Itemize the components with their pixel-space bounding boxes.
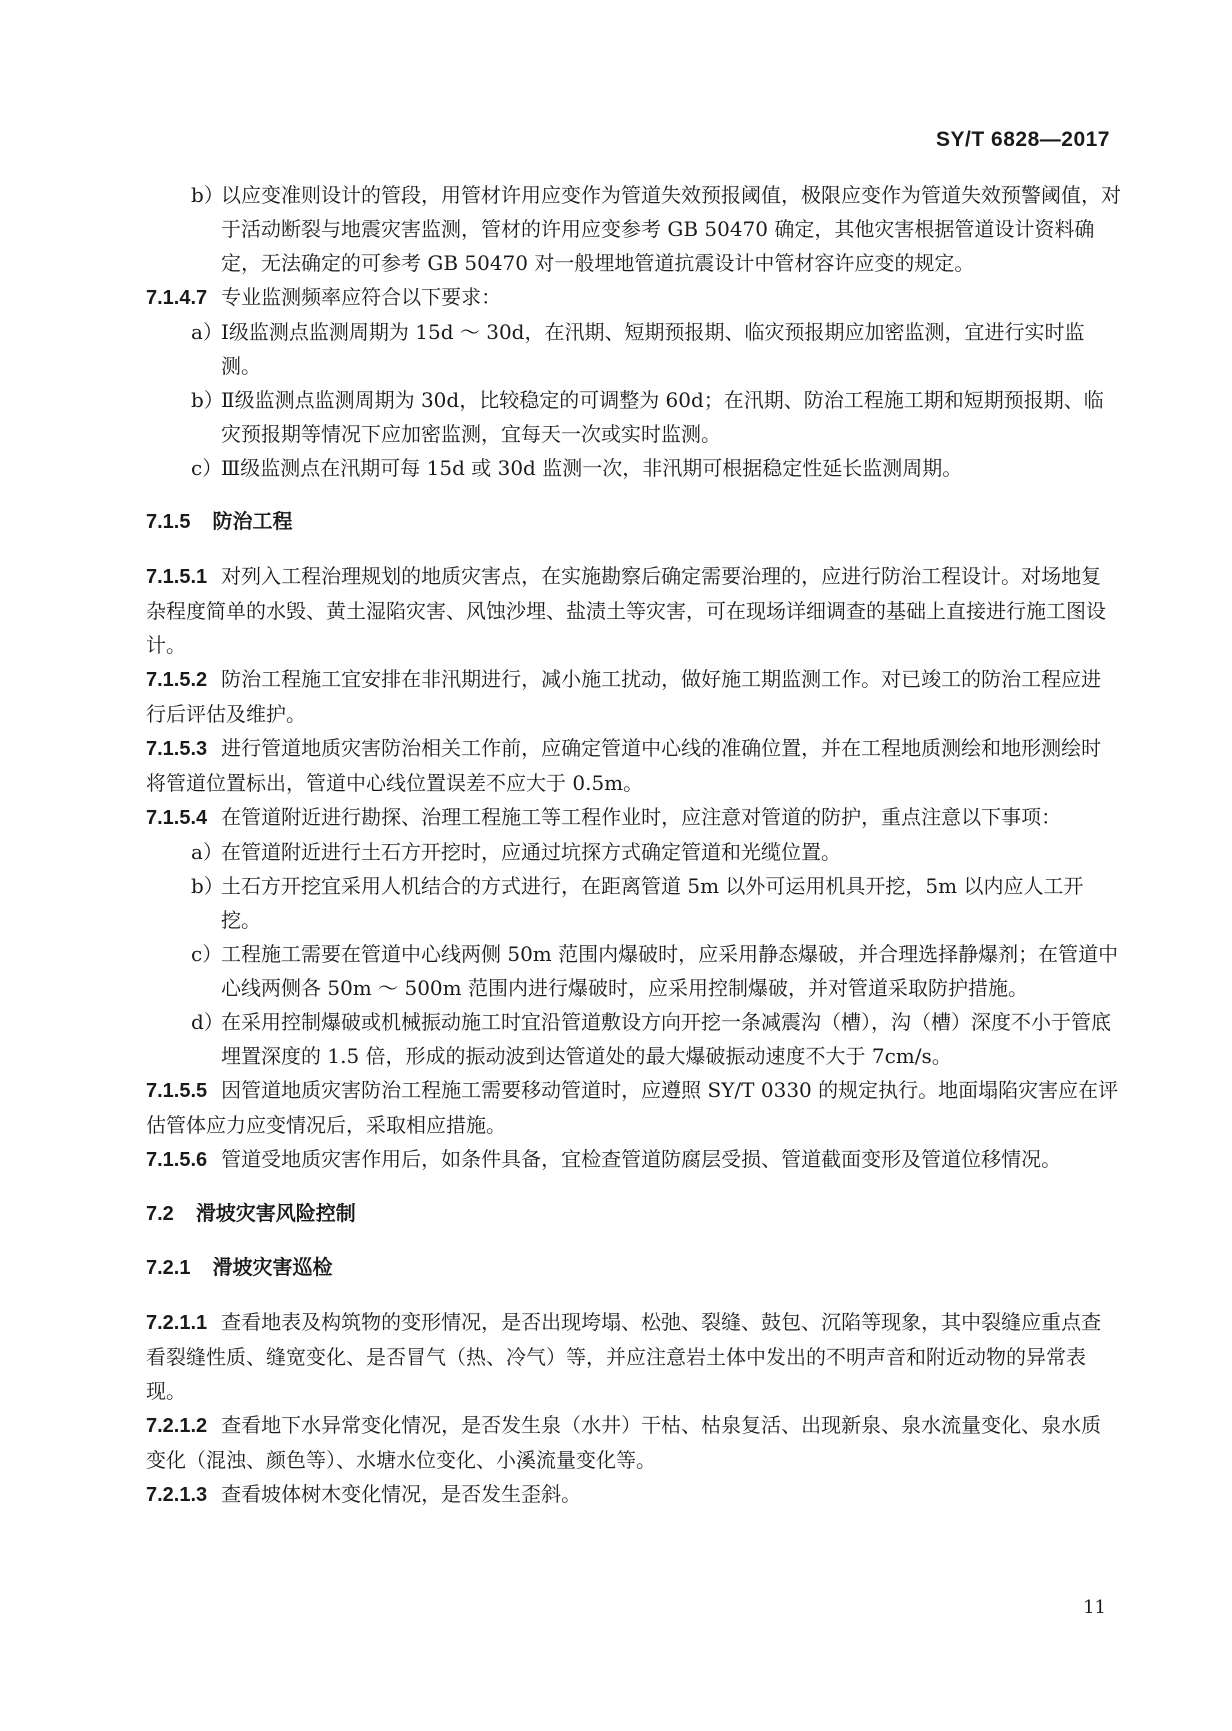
standard-code: SY/T 6828—2017 — [936, 128, 1110, 151]
clause-number: 7.2.1.1 — [146, 1312, 208, 1334]
list-item-text: 在采用控制爆破或机械振动施工时宜沿管道敷设方向开挖一条减震沟（槽），沟（槽）深度不小于管底埋置深度的 1.5 倍，形成的振动波到达管道处的最大爆破振动速度不大于 7cm/s。 — [221, 1010, 1111, 1068]
document-body — [146, 178, 1121, 1512]
section-heading-7-1-5 — [146, 505, 1121, 539]
clause-7-2-1-2 — [146, 1408, 1121, 1477]
clause-7-2-1-1 — [146, 1305, 1121, 1408]
clause-number: 7.1.5.2 — [146, 669, 208, 691]
clause-number: 7.2.1.2 — [146, 1415, 208, 1437]
list-item-text: 土石方开挖宜采用人机结合的方式进行，在距离管道 5m 以外可运用机具开挖，5m 以内应人工开挖。 — [221, 874, 1084, 932]
clause-number: 7.1.4.7 — [146, 287, 208, 309]
list-item-a — [146, 315, 1121, 383]
clause-7-1-5-4 — [146, 800, 1121, 835]
section-number: 7.2.1 — [146, 1257, 191, 1279]
list-item-marker: d） — [191, 1010, 224, 1034]
list-item-text: 工程施工需要在管道中心线两侧 50m 范围内爆破时，应采用静态爆破，并合理选择静爆剂；在管道中心线两侧各 50m ～ 500m 范围内进行爆破时，应采用控制爆破，并对管道采取防护措施。 — [221, 942, 1119, 1000]
list-item-text: Ⅰ级监测点监测周期为 15d ～ 30d，在汛期、短期预报期、临灾预报期应加密监测，宜进行实时监测。 — [221, 320, 1085, 378]
clause-7-1-5-5 — [146, 1073, 1121, 1142]
section-title: 防治工程 — [212, 511, 293, 533]
clause-text: 查看地下水异常变化情况，是否发生泉（水井）干枯、枯泉复活、出现新泉、泉水流量变化、泉水质变化（混浊、颜色等）、水塘水位变化、小溪流量变化等。 — [146, 1413, 1102, 1472]
list-item-text: Ⅱ级监测点监测周期为 30d，比较稳定的可调整为 60d；在汛期、防治工程施工期和短期预报期、临灾预报期等情况下应加密监测，宜每天一次或实时监测。 — [221, 388, 1104, 446]
list-item-d — [146, 1005, 1121, 1073]
section-title: 滑坡灾害风险控制 — [195, 1203, 356, 1225]
list-item-a — [146, 835, 1121, 869]
section-number: 7.2 — [146, 1203, 174, 1225]
clause-text: 查看坡体树木变化情况，是否发生歪斜。 — [221, 1482, 582, 1506]
list-item-c — [146, 937, 1121, 1005]
list-item-b — [146, 869, 1121, 937]
list-item-marker: a） — [191, 840, 223, 864]
section-number: 7.1.5 — [146, 511, 191, 533]
clause-7-1-5-1 — [146, 559, 1121, 662]
list-item-marker: b） — [191, 874, 224, 898]
clause-text: 管道受地质灾害作用后，如条件具备，宜检查管道防腐层受损、管道截面变形及管道位移情况。 — [221, 1147, 1062, 1171]
list-item-marker: c） — [191, 456, 223, 480]
clause-text: 对列入工程治理规划的地质灾害点，在实施勘察后确定需要治理的，应进行防治工程设计。对场地复杂程度简单的水毁、黄土湿陷灾害、风蚀沙埋、盐渍土等灾害，可在现场详细调查的基础上直接进行施工图设计。 — [146, 564, 1106, 657]
clause-number: 7.1.5.4 — [146, 807, 208, 829]
list-item-b-prev — [146, 178, 1121, 280]
list-item-marker: c） — [191, 942, 223, 966]
clause-7-1-5-6 — [146, 1142, 1121, 1177]
clause-7-1-4-7 — [146, 280, 1121, 315]
section-heading-7-2 — [146, 1197, 1121, 1231]
clause-text: 防治工程施工宜安排在非汛期进行，减小施工扰动，做好施工期监测工作。对已竣工的防治工程应进行后评估及维护。 — [146, 667, 1102, 726]
list-item-text: 在管道附近进行土石方开挖时，应通过坑探方式确定管道和光缆位置。 — [221, 840, 841, 864]
list-item-marker: b） — [191, 183, 224, 207]
page-number: 11 — [1083, 1597, 1106, 1618]
section-heading-7-2-1 — [146, 1251, 1121, 1285]
clause-number: 7.1.5.3 — [146, 738, 208, 760]
list-item-b — [146, 383, 1121, 451]
clause-number: 7.1.5.5 — [146, 1080, 208, 1102]
clause-number: 7.2.1.3 — [146, 1484, 208, 1506]
clause-text: 进行管道地质灾害防治相关工作前，应确定管道中心线的准确位置，并在工程地质测绘和地形测绘时将管道位置标出，管道中心线位置误差不应大于 0.5m。 — [146, 736, 1102, 795]
list-item-text: Ⅲ级监测点在汛期可每 15d 或 30d 监测一次，非汛期可根据稳定性延长监测周期。 — [221, 456, 963, 480]
clause-text: 在管道附近进行勘探、治理工程施工等工程作业时，应注意对管道的防护，重点注意以下事项： — [221, 805, 1062, 829]
clause-text: 专业监测频率应符合以下要求： — [221, 285, 502, 309]
clause-number: 7.1.5.1 — [146, 566, 208, 588]
clause-text: 查看地表及构筑物的变形情况，是否出现垮塌、松弛、裂缝、鼓包、沉陷等现象，其中裂缝应重点查看裂缝性质、缝宽变化、是否冒气（热、冷气）等，并应注意岩土体中发出的不明声音和附近动物的异常表现。 — [146, 1310, 1102, 1403]
list-item-marker: a） — [191, 320, 223, 344]
clause-7-2-1-3 — [146, 1477, 1121, 1512]
section-title: 滑坡灾害巡检 — [212, 1257, 333, 1279]
clause-number: 7.1.5.6 — [146, 1149, 208, 1171]
clause-7-1-5-2 — [146, 662, 1121, 731]
clause-text: 因管道地质灾害防治工程施工需要移动管道时，应遵照 SY/T 0330 的规定执行。地面塌陷灾害应在评估管体应力应变情况后，采取相应措施。 — [146, 1078, 1119, 1137]
clause-7-1-5-3 — [146, 731, 1121, 800]
list-item-text: 以应变准则设计的管段，用管材许用应变作为管道失效预报阈值，极限应变作为管道失效预警阈值，对于活动断裂与地震灾害监测，管材的许用应变参考 GB 50470 确定，其他灾害根据管道设计资料确定，无法确定的可参考 GB 50470 对一般埋地管道抗震设计中管材容许应变的规定。 — [221, 183, 1121, 275]
list-item-c — [146, 451, 1121, 485]
list-item-marker: b） — [191, 388, 224, 412]
